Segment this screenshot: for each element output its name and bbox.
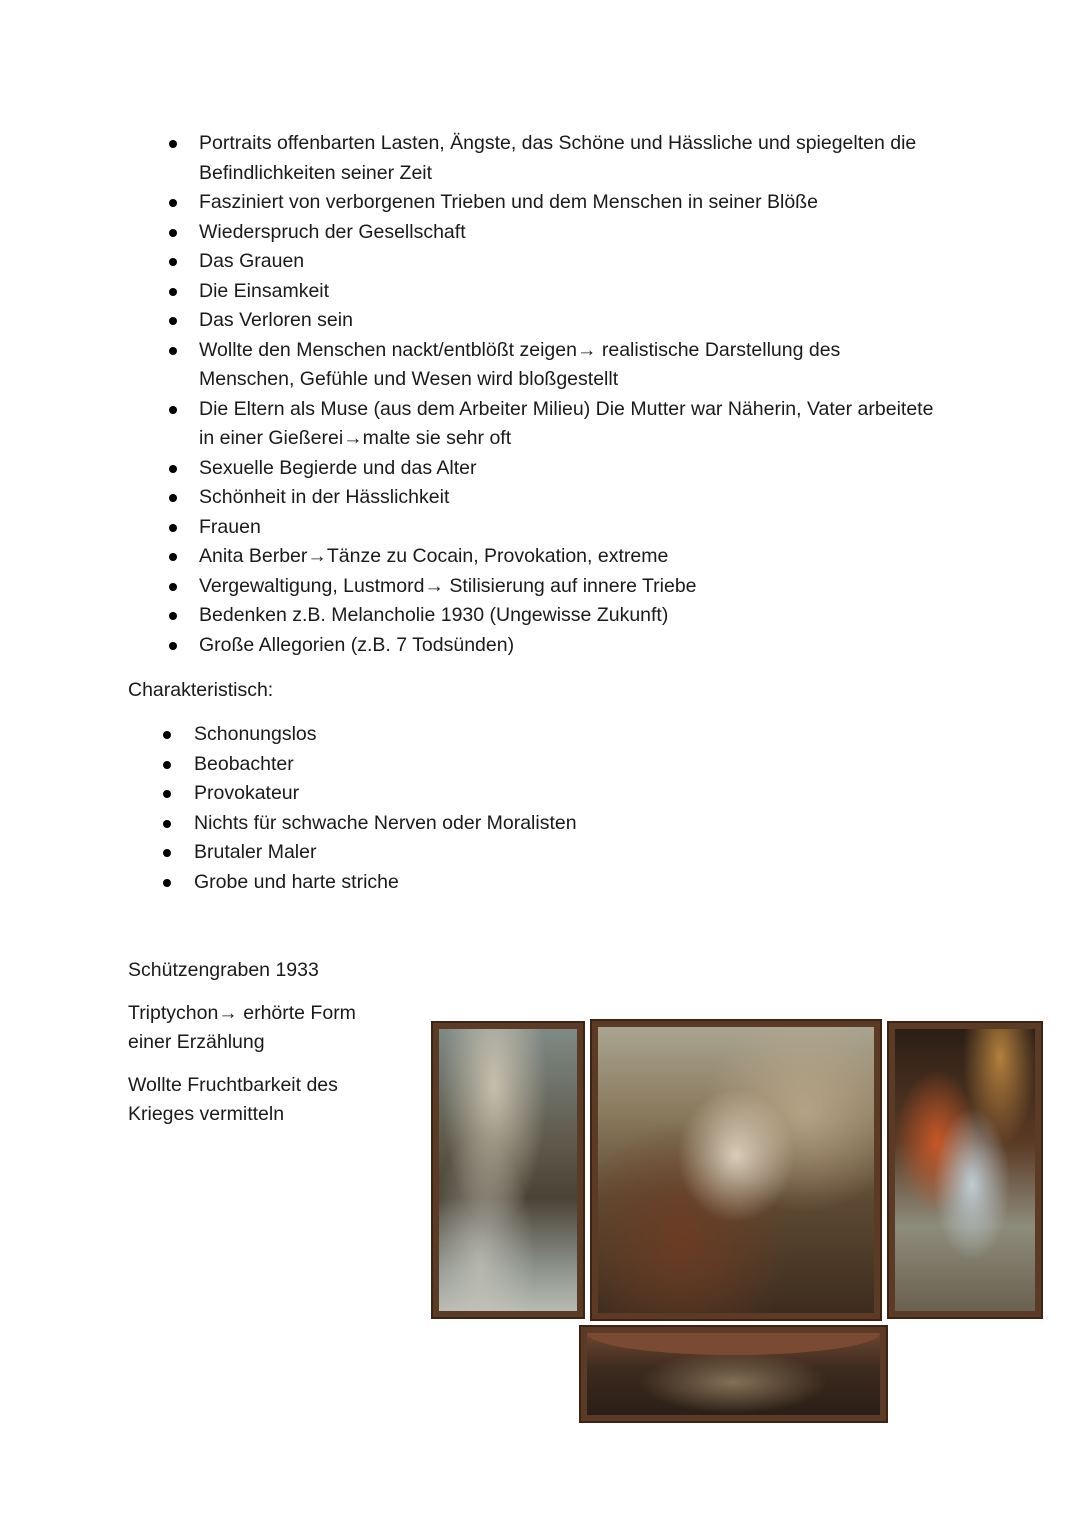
list-item: Brutaler Maler [194,838,794,868]
list-item: Beobachter [194,750,794,780]
list-item: Grobe und harte striche [194,868,794,898]
list-item: Schonungslos [194,720,794,750]
painting-right-panel [887,1021,1043,1319]
characteristic-list [194,720,794,897]
list-item: Die Eltern als Muse (aus dem Arbeiter Milieu) Die Mutter war Näherin, Vater arbeitete in einer Gießerei→malte sie sehr oft [199,395,939,454]
list-item: Provokateur [194,779,794,809]
influences-list [199,129,939,660]
triptych-painting [427,1017,1045,1423]
list-item: Wiederspruch der Gesellschaft [199,218,939,248]
painting-predella-panel [579,1325,888,1423]
artwork-note-intent: Wollte Fruchtbarkeit des Krieges vermitteln [128,1074,338,1125]
painting-left-panel [431,1021,585,1319]
list-item: Das Verloren sein [199,306,939,336]
list-item: Wollte den Menschen nackt/entblößt zeigen→ realistische Darstellung des Menschen, Gefühle und Wesen wird bloßgestellt [199,336,939,395]
list-item: Große Allegorien (z.B. 7 Todsünden) [199,631,939,661]
artwork-note-triptych: Triptychon→ erhörte Form einer Erzählung [128,1002,356,1053]
list-item: Das Grauen [199,247,939,277]
list-item: Portraits offenbarten Lasten, Ängste, das Schöne und Hässliche und spiegelten die Befindlichkeiten seiner Zeit [199,129,939,188]
list-item: Frauen [199,513,939,543]
list-item: Bedenken z.B. Melancholie 1930 (Ungewisse Zukunft) [199,601,939,631]
list-item: Die Einsamkeit [199,277,939,307]
painting-center-panel [590,1019,882,1321]
list-item: Anita Berber→Tänze zu Cocain, Provokation, extreme [199,542,939,572]
characteristic-heading: Charakteristisch: [128,679,274,701]
list-item: Fasziniert von verborgenen Trieben und dem Menschen in seiner Blöße [199,188,939,218]
list-item: Schönheit in der Hässlichkeit [199,483,939,513]
artwork-title: Schützengraben 1933 [128,959,319,981]
list-item: Nichts für schwache Nerven oder Moralisten [194,809,794,839]
list-item: Vergewaltigung, Lustmord→ Stilisierung auf innere Triebe [199,572,939,602]
list-item: Sexuelle Begierde und das Alter [199,454,939,484]
